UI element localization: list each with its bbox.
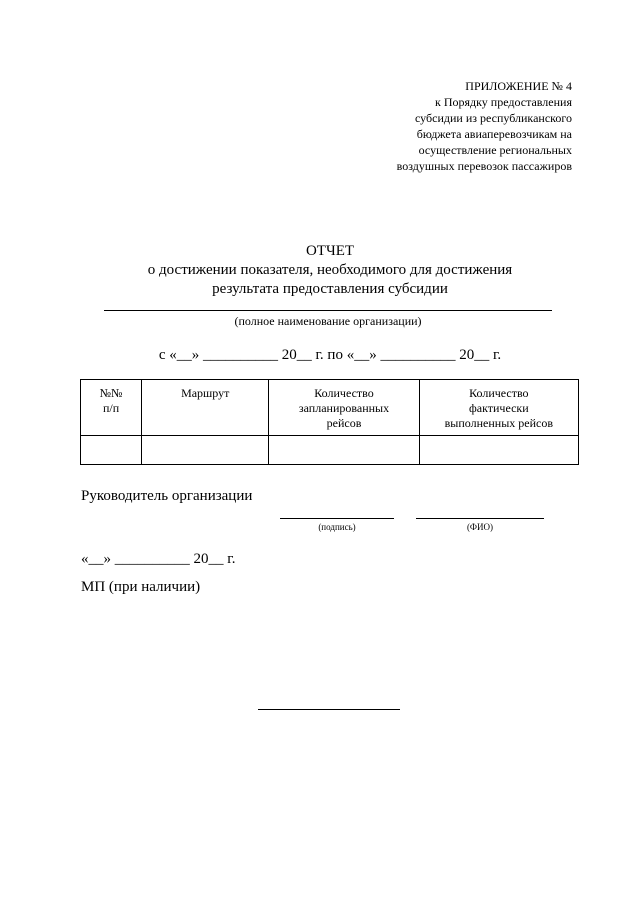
- bottom-blank-line: [258, 709, 400, 710]
- table-cell: [269, 436, 419, 465]
- fio-caption: (ФИО): [466, 522, 494, 532]
- table-cell: [142, 436, 269, 465]
- report-period: с «__» __________ 20__ г. по «__» __________ 20__ г.: [158, 347, 502, 363]
- table-cell: [419, 436, 578, 465]
- signature-caption: (подпись): [318, 522, 356, 532]
- appendix-header: [332, 78, 572, 174]
- appendix-line: осуществление региональных: [418, 143, 572, 157]
- report-heading: ОТЧЕТ: [305, 243, 355, 259]
- column-header-number: №№ п/п: [81, 380, 142, 436]
- appendix-line: к Порядку предоставления: [434, 95, 572, 109]
- stamp-label: МП (при наличии): [81, 579, 201, 595]
- report-title: [80, 242, 580, 299]
- table-cell: [81, 436, 142, 465]
- column-header-route: Маршрут: [142, 380, 269, 436]
- fio-blank: [416, 518, 544, 519]
- appendix-line: воздушных перевозок пассажиров: [396, 159, 572, 173]
- organization-name-blank: [104, 310, 552, 311]
- report-subtitle-line: результата предоставления субсидии: [212, 281, 448, 297]
- column-header-actual-flights: Количество фактически выполненных рейсов: [419, 380, 578, 436]
- report-subtitle-line: о достижении показателя, необходимого для достижения: [147, 262, 513, 278]
- appendix-line: бюджета авиаперевозчикам на: [416, 127, 572, 141]
- table-header-row: [81, 380, 579, 436]
- signing-date: «__» __________ 20__ г.: [81, 551, 236, 567]
- appendix-line: субсидии из республиканского: [415, 111, 572, 125]
- signature-blank: [280, 518, 394, 519]
- manager-label: Руководитель организации: [81, 488, 253, 504]
- appendix-line: ПРИЛОЖЕНИЕ № 4: [465, 79, 572, 93]
- report-table: [80, 379, 579, 465]
- organization-name-caption: (полное наименование организации): [234, 314, 422, 328]
- column-header-planned-flights: Количество запланированных рейсов: [269, 380, 419, 436]
- table-row: [81, 436, 579, 465]
